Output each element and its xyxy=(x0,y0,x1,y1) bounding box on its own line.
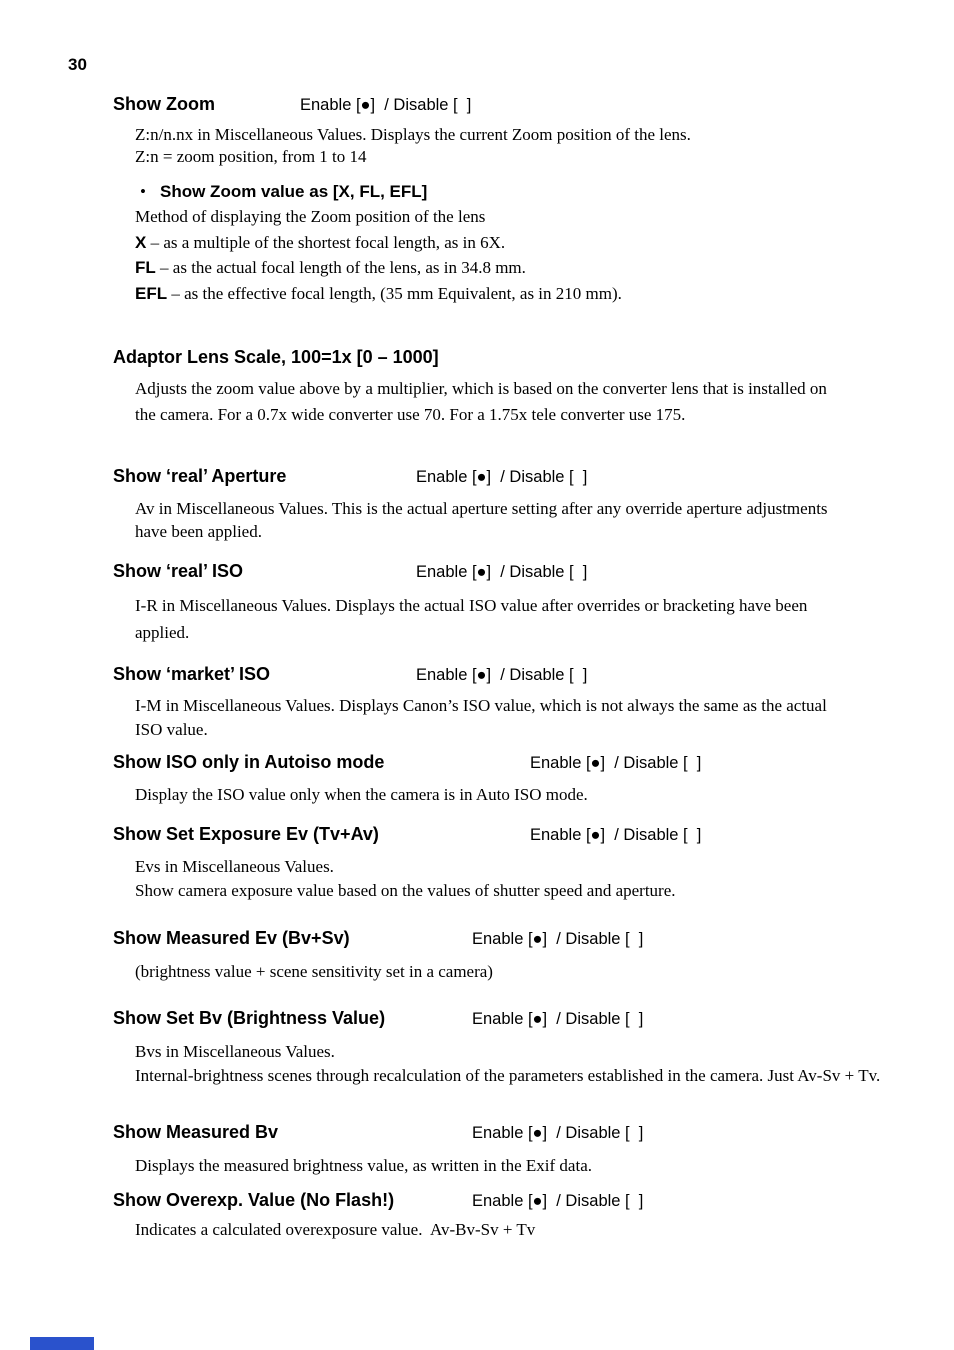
body-paragraph xyxy=(135,230,913,256)
sub-bullet-label: Show Zoom value as [X, FL, EFL] xyxy=(160,182,428,201)
enable-disable-toggle: Enable [●] / Disable [ ] xyxy=(472,1192,644,1210)
term-text: – as the actual focal length of the lens, as in 34.8 mm. xyxy=(155,258,526,277)
body-paragraph: Show camera exposure value based on the values of shutter speed and aperture. xyxy=(135,881,676,900)
section-title: Show Set Bv (Brightness Value) xyxy=(113,1008,386,1028)
section-title: Show ‘real’ ISO xyxy=(113,561,244,581)
section-show-zoom xyxy=(113,93,913,306)
bullet-icon: • xyxy=(140,182,146,201)
body-paragraph: Evs in Miscellaneous Values. xyxy=(135,857,334,876)
body-paragraph: Method of displaying the Zoom position of the lens xyxy=(135,207,486,226)
body-paragraph: Av in Miscellaneous Values. This is the actual aperture setting after any override aperture adjustments have been applied. xyxy=(135,499,832,541)
section-title: Adaptor Lens Scale, 100=1x [0 – 1000] xyxy=(113,347,439,367)
section-show-real-iso xyxy=(113,560,913,646)
section-show-iso-only-autoiso xyxy=(113,751,913,807)
body-paragraph xyxy=(135,281,913,307)
section-title: Show Measured Bv xyxy=(113,1122,279,1142)
page-number: 30 xyxy=(68,55,87,74)
section-title: Show Zoom xyxy=(113,94,215,114)
enable-disable-toggle: Enable [●] / Disable [ ] xyxy=(300,96,472,114)
body-paragraph: Display the ISO value only when the camera is in Auto ISO mode. xyxy=(135,785,588,804)
section-show-set-exposure-ev xyxy=(113,823,913,903)
footer-blue-bar xyxy=(30,1337,94,1350)
enable-disable-toggle: Enable [●] / Disable [ ] xyxy=(416,666,588,684)
term-text: – as the effective focal length, (35 mm Equivalent, as in 210 mm). xyxy=(167,283,622,303)
section-title: Show Overexp. Value (No Flash!) xyxy=(113,1190,395,1210)
section-title: Show Set Exposure Ev (Tv+Av) xyxy=(113,824,379,844)
enable-disable-toggle: Enable [●] / Disable [ ] xyxy=(416,563,588,581)
section-title: Show Measured Ev (Bv+Sv) xyxy=(113,928,350,948)
body-paragraph: I-M in Miscellaneous Values. Displays Canon’s ISO value, which is not always the same as the actual ISO value. xyxy=(135,696,832,739)
body-paragraph: Internal-brightness scenes through recalculation of the parameters established in the camera. Just Av-Sv + Tv. xyxy=(135,1066,881,1085)
enable-disable-toggle: Enable [●] / Disable [ ] xyxy=(530,826,702,844)
section-title: Show ‘real’ Aperture xyxy=(113,466,287,486)
section-show-overexp-value xyxy=(113,1189,913,1242)
section-show-measured-bv xyxy=(113,1121,913,1178)
body-paragraph xyxy=(135,255,913,281)
body-paragraph: (brightness value + scene sensitivity set in a camera) xyxy=(135,962,493,981)
body-paragraph: Z:n = zoom position, from 1 to 14 xyxy=(135,147,367,166)
body-paragraph: Adjusts the zoom value above by a multiplier, which is based on the converter lens that is installed on the camera. For a 0.7x wide converter use 70. For a 1.75x tele converter use 175. xyxy=(135,379,832,424)
sub-option-title xyxy=(140,180,913,204)
section-show-measured-ev xyxy=(113,927,913,984)
term-prefix: EFL xyxy=(135,283,168,303)
body-paragraph: Z:n/n.nx in Miscellaneous Values. Displays the current Zoom position of the lens. xyxy=(135,125,691,144)
section-show-market-iso xyxy=(113,663,913,742)
body-paragraph: Displays the measured brightness value, as written in the Exif data. xyxy=(135,1156,592,1175)
section-show-real-aperture xyxy=(113,465,913,543)
term-prefix: FL xyxy=(135,258,156,277)
body-paragraph: I-R in Miscellaneous Values. Displays the actual ISO value after overrides or bracketing have been applied. xyxy=(135,596,812,642)
term-text: – as a multiple of the shortest focal length, as in 6X. xyxy=(146,232,506,252)
term-prefix: X xyxy=(135,232,147,252)
section-title: Show ‘market’ ISO xyxy=(113,664,271,684)
section-show-set-bv xyxy=(113,1007,913,1089)
enable-disable-toggle: Enable [●] / Disable [ ] xyxy=(416,468,588,486)
enable-disable-toggle: Enable [●] / Disable [ ] xyxy=(472,930,644,948)
enable-disable-toggle: Enable [●] / Disable [ ] xyxy=(472,1010,644,1028)
enable-disable-toggle: Enable [●] / Disable [ ] xyxy=(530,754,702,772)
enable-disable-toggle: Enable [●] / Disable [ ] xyxy=(472,1124,644,1142)
body-paragraph: Bvs in Miscellaneous Values. xyxy=(135,1042,335,1061)
body-paragraph: Indicates a calculated overexposure value. Av-Bv-Sv + Tv xyxy=(135,1220,536,1239)
section-title: Show ISO only in Autoiso mode xyxy=(113,752,385,772)
section-adaptor-lens-scale xyxy=(113,346,913,428)
